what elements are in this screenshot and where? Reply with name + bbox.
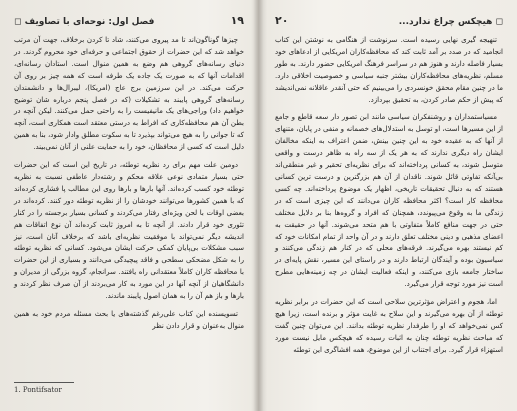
right-paragraph-2: مسیاستمداران و روشنفکران سیاسی مانند ابن تصور دار سعه قاطع و جامع از این مسیرها است، او توسل به استدلال‌های خصمانه و منفی در پایان، متنهای از آنها که به عقیده خود به این چنین بینش، ضمن اعتراف به اینکه مخالفان ایشان راه دیگری ندارند که به هر یک از سه راه به ظاهر درست و واقعی متوسل شوند، به کسانی پرداخته‌اند که برای نظریه‌ای تحقیر و غیر منطقی‌اند بی‌آنکه تفاوتی قائل شوند. ناقدان از آن هم بزرگترین و درست ترین کسانی هستند که به دنبال تحقیقات تاریخی، اظهار یک موضوع پرداخته‌اند. چه کسی محافظه کار است؟ اکثر محافظه کاران می‌دانند که این چیزی است که در زندگی ما به وقوع می‌پیوندد، همچنان که افراد و گروه‌ها بنا بر دلایل مختلف حتی در جهت منافع کاملاً متفاوتی با هم متحد می‌شوند. آنها در حقیقت به اعضای مذهبی و دینی مختلف تعلق دارند و در آن واحد از تمام امکانات خود که کم نیستند بهره می‌گیرند. فرقه‌های محلی که در کنار هم زندگی می‌کنند و سیاسیون بوده و آیندگان ارتباط دارند و در راستای این مسیر، نقش پایه‌ای در ساختار جامعه بازی می‌کنند، و اینکه فعالیت ایشان در چه زمینه‌هایی مطرح است نیز مورد توجه قرار می‌گیرد. — [275, 112, 503, 289]
right-paragraph-1: تنهیجه گیری نهایی رسیده است. سرنوشت از هنگامی به نوشتن این کتاب انجامید که در صدد بر آمد ثابت کند که محافظه‌کاران امریکایی از ادعاهای خود بسیار فاصله دارند و هنوز هم در سراسر فرهنگ امریکایی حضور دارند. به طور مسلم، نظریه‌های محافظه‌کاران بیشتر جنبه سیاسی و خصوصیت اخلاقی دارد. ما در چنین مقام محقق خونسردی را می‌بینیم که حتی آنقدر عاقلانه نمی‌اندیشد که پیش از حکم صادر کردن، به تحقیق بپردازد. — [275, 35, 503, 104]
right-page-body — [275, 34, 503, 356]
left-page-header — [14, 14, 244, 28]
footnote-rule — [14, 382, 74, 383]
right-page-number: ۲۰ — [275, 14, 289, 27]
right-page — [259, 0, 517, 411]
right-paragraph-3: اما، هجوم و اعتراض مؤثرترین سلاحی است که این حضرات در برابر نظریه توطئه از آن بهره می‌گیرند و این سلاح به غایت مؤثر و برنده است، زیرا هیچ کس نمی‌خواهد که او را طرفدار نظریه توطئه بدانند. این می‌توان چنین گفت که مباحث نظریه توطئه چنان به اثبات رسیده که هیچکس مایل نیست مورد استهزاء قرار گیرد. برای اجتناب از این موضوع، همه افشاگری این توطئه — [275, 297, 503, 354]
left-paragraph-2: دومین علت مهم برای رد نظریه توطئه، در تاریخ این است که این حضرات حتی بسیار متمادی نوعی علاقه محکم و رشته‌دار عاطفی نسبت به نظریه توطئه خود کسب کرده‌اند. آنها بارها و بارها روی این مطالب پا فشاری کرده‌اند که با همین کشورها می‌توانند خودشان را از نظریه توطئه دور کنند. کرده‌اند در بعضی اوقات با لحن ویژه‌ای رفتار می‌کردند و کسانی بسیار برجسته را در کنار تئوری خود قرار دادند. از آنچه تا به امروز ثابت کرده‌اند آن نوع اتفاقات هم اندیشه دیگر نمی‌تواند با موفقیت نظریه‌ای باشد که برخلاف آنان است، نیز سبب مشکلات بی‌پایان کمکی حرکت ایشان می‌شود. کسانی که نظریه توطئه را به شکل مضحکی سطحی و فاقد پیچیدگی می‌دانند و بسیاری از این حضرات با محافظه کاران کاملاً معتقدانی راه یافتند. سرانجام، گروه بزرگی از مدیران و دانشگاهیان از آنچه آنها در این مورد به کار می‌بردند از آن صرف نظر کردند و بارها و باز هم آن را به همان اصول پایبند ماندند. — [14, 160, 244, 301]
left-paragraph-1: چیزها گوناگون‌اند تا مد پیروی می‌کنند، شاد تا کردن برخلاف، جهت آن مرتب خواهد شد که این حضرات از حقوق اجتماعی و حرفه‌ای خود محروم گردند. در دنیای رسانه‌های گروهی هم وضع به همین منوال است. استادان رسانه‌ای، اقدامات آنها که به صورت یک جاده یک طرفه است که همه چیز بر روی آن حرکت می‌کند. در این سرزمین برج عاج (امریکا)، لیبرال‌ها و دانشمندان رسانه‌های گروهی پایبند به تشکیلات (که در فصل پنجم درباره شان توضیح خواهیم داد) وراجی‌های یک مانیفیست را به راحتی حمل می‌کنند. لیکن آنچه در بطن آن هم محافظه‌کاری که افراط به درستی معتقد است همکاری است، آنچه که تا جوانی را به هیچ می‌تواند بپذیرد تا به سکوت مطلق وادار شود، بنا به همین دلیل است که کسی از محافظان، خود را به حمایت علنی از آنان نمی‌بیند. — [14, 35, 244, 152]
left-page — [0, 0, 258, 411]
left-page-number: ۱۹ — [230, 14, 244, 27]
footnote: 1. Pontifsator — [14, 386, 62, 394]
left-page-body — [14, 34, 244, 332]
left-running-header: فصل اول: نوحه‌ای با تصاویف ◻ — [14, 17, 155, 27]
right-page-header — [275, 14, 503, 28]
left-paragraph-3: تسویسنده این کتاب علی‌رغم گذشته‌های یا بحث مسئله مردم خود به همین منوال به‌عنوان و قرار دادن نظر — [14, 308, 244, 330]
right-running-header: ◻ هیچکس چراغ ندارد... — [398, 17, 503, 27]
